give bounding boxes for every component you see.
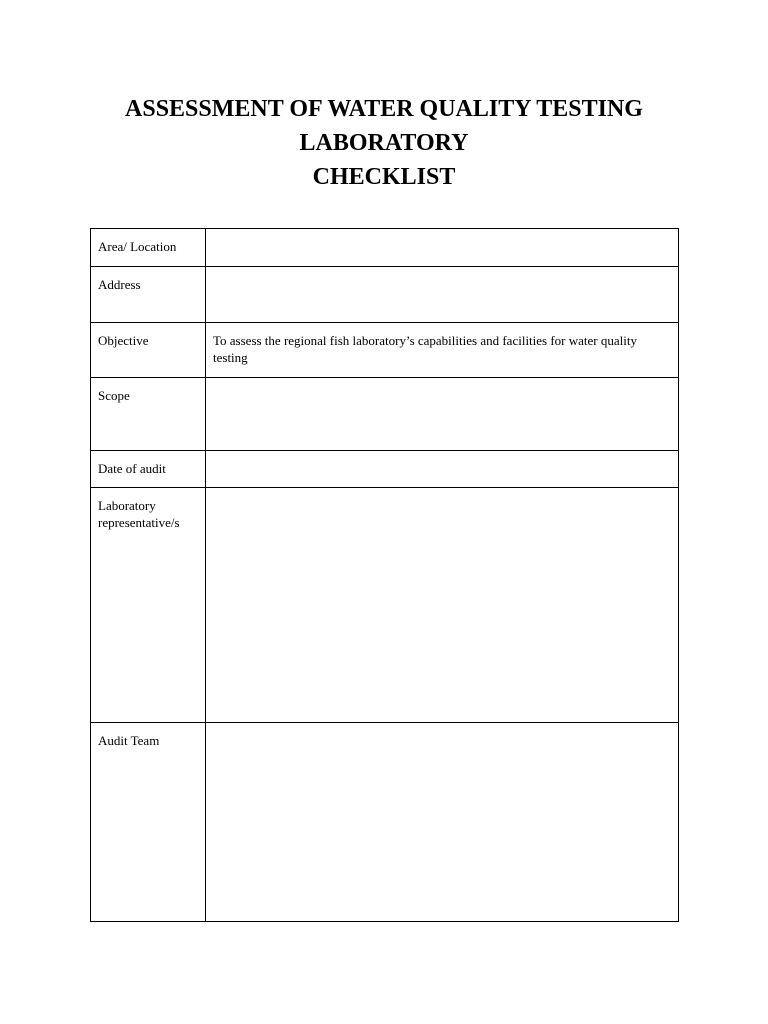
area-location-label: Area/ Location bbox=[91, 229, 206, 267]
row-laboratory-representatives bbox=[91, 488, 679, 723]
area-location-value[interactable] bbox=[206, 229, 679, 267]
objective-label: Objective bbox=[91, 323, 206, 378]
audit-team-label: Audit Team bbox=[91, 723, 206, 922]
date-of-audit-label: Date of audit bbox=[91, 451, 206, 488]
checklist-table bbox=[90, 228, 679, 922]
address-label: Address bbox=[91, 267, 206, 323]
title-line-2: LABORATORY bbox=[299, 130, 469, 156]
title-line-1: ASSESSMENT OF WATER QUALITY TESTING bbox=[125, 96, 643, 122]
row-scope bbox=[91, 378, 679, 451]
date-of-audit-value[interactable] bbox=[206, 451, 679, 488]
objective-value[interactable]: To assess the regional fish laboratory’s capabilities and facilities for water quality testing bbox=[206, 323, 679, 378]
row-objective bbox=[91, 323, 679, 378]
address-value[interactable] bbox=[206, 267, 679, 323]
audit-team-value[interactable] bbox=[206, 723, 679, 922]
row-area-location bbox=[91, 229, 679, 267]
title-line-3: CHECKLIST bbox=[312, 164, 456, 190]
row-address bbox=[91, 267, 679, 323]
scope-label: Scope bbox=[91, 378, 206, 451]
row-audit-team bbox=[91, 723, 679, 922]
laboratory-representatives-value[interactable] bbox=[206, 488, 679, 723]
laboratory-representatives-label: Laboratory representative/s bbox=[91, 488, 206, 723]
row-date-of-audit bbox=[91, 451, 679, 488]
document-title bbox=[0, 92, 768, 194]
scope-value[interactable] bbox=[206, 378, 679, 451]
